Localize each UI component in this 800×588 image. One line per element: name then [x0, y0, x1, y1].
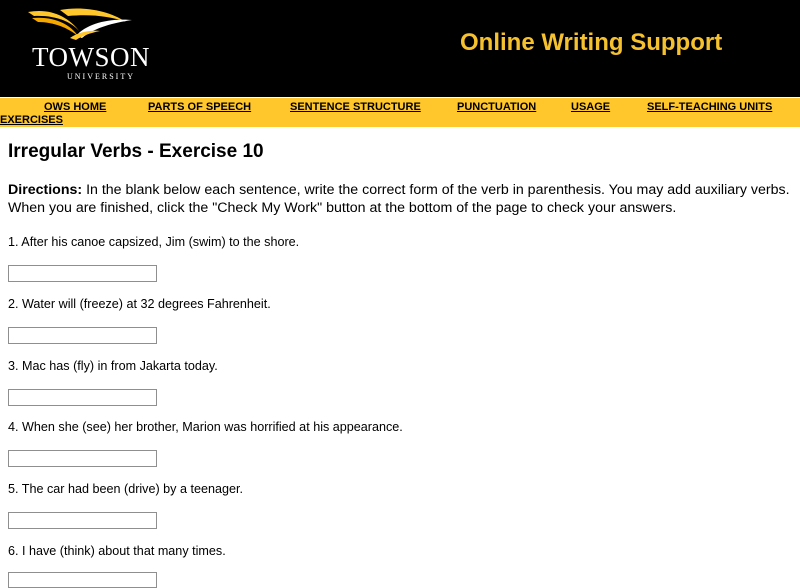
nav-link-usage[interactable]: USAGE	[571, 101, 611, 113]
question-2: 2. Water will (freeze) at 32 degrees Fahrenheit.	[8, 297, 271, 311]
question-4: 4. When she (see) her brother, Marion was horrified at his appearance.	[8, 420, 403, 434]
nav-link-sentence-structure[interactable]: SENTENCE STRUCTURE	[290, 101, 421, 113]
nav-link-ows-home[interactable]: OWS HOME	[44, 101, 107, 113]
logo-subtext: UNIVERSITY	[67, 72, 135, 81]
page-title: Irregular Verbs - Exercise 10	[8, 141, 264, 162]
question-6: 6. I have (think) about that many times.	[8, 544, 226, 558]
nav-link-punctuation[interactable]: PUNCTUATION	[457, 101, 537, 113]
directions-text: In the blank below each sentence, write the correct form of the verb in parenthesis. You may add auxiliary verbs. When you are finished, click the "Check My Work" button at the bottom of the page to check your answers.	[8, 182, 790, 216]
logo-wordmark: TOWSON	[32, 42, 151, 72]
directions-label: Directions:	[8, 182, 83, 198]
nav-link-exercises[interactable]: EXERCISES	[0, 114, 63, 126]
nav-link-self-teaching-units[interactable]: SELF-TEACHING UNITS	[647, 101, 773, 113]
question-3: 3. Mac has (fly) in from Jakarta today.	[8, 359, 218, 373]
answer-input-2[interactable]	[8, 327, 157, 344]
nav-link-parts-of-speech[interactable]: PARTS OF SPEECH	[148, 101, 252, 113]
directions	[8, 182, 794, 217]
site-title: Online Writing Support	[460, 29, 723, 56]
answer-input-6[interactable]	[8, 572, 157, 588]
site-header	[0, 0, 800, 97]
question-1: 1. After his canoe capsized, Jim (swim) to the shore.	[8, 235, 300, 249]
main-nav	[0, 98, 800, 127]
answer-input-4[interactable]	[8, 450, 157, 467]
answer-input-5[interactable]	[8, 512, 157, 529]
answer-input-3[interactable]	[8, 389, 157, 406]
towson-logo[interactable]	[20, 6, 150, 86]
question-5: 5. The car had been (drive) by a teenager.	[8, 482, 244, 496]
answer-input-1[interactable]	[8, 265, 157, 282]
tiger-flame-icon	[20, 6, 150, 46]
